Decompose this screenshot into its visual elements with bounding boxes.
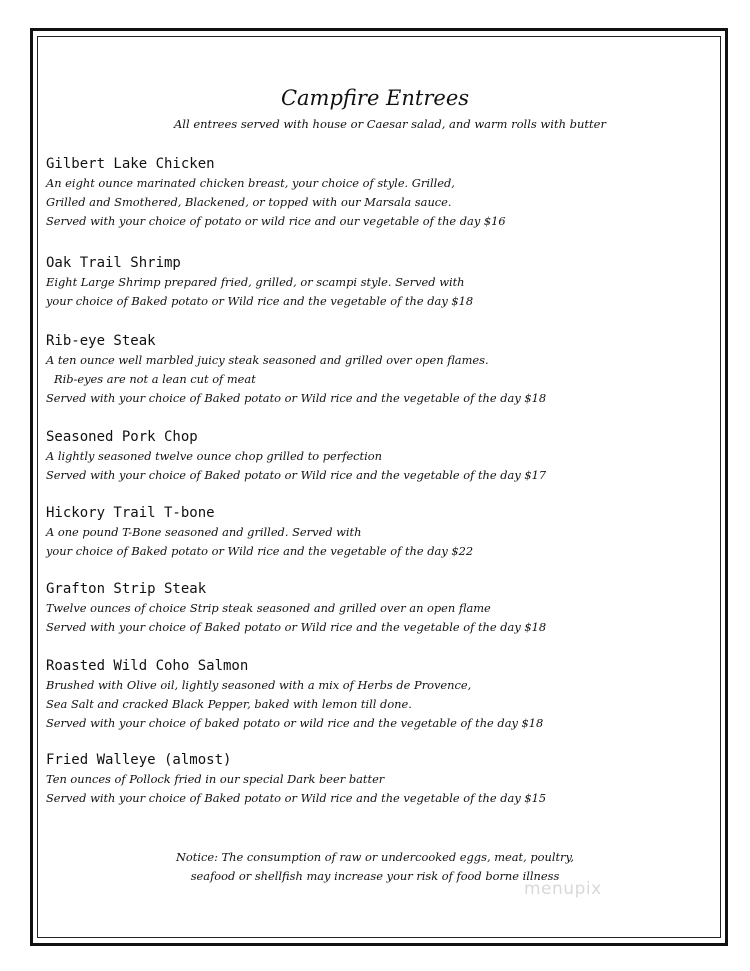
food-safety-notice [0, 848, 750, 886]
menu-item-rib-eye-steak [46, 332, 686, 408]
item-name: Fried Walleye (almost) [46, 752, 232, 768]
item-name: Rib-eye Steak [46, 333, 156, 349]
notice-line: seafood or shellfish may increase your risk of food borne illness [190, 869, 560, 883]
item-name: Hickory Trail T-bone [46, 505, 215, 521]
item-description-line: Sea Salt and cracked Black Pepper, baked with lemon till done. [46, 697, 412, 711]
item-description-line: Brushed with Olive oil, lightly seasoned with a mix of Herbs de Provence, [46, 678, 472, 692]
item-description-line: Eight Large Shrimp prepared fried, grilled, or scampi style. Served with [46, 275, 465, 289]
item-description-line: Grilled and Smothered, Blackened, or topped with our Marsala sauce. [46, 195, 452, 209]
item-description-line: Rib-eyes are not a lean cut of meat [54, 372, 256, 386]
item-description-line: Served with your choice of Baked potato or Wild rice and the vegetable of the day $17 [46, 468, 547, 482]
item-description-line: Ten ounces of Pollock fried in our special Dark beer batter [46, 772, 385, 786]
item-description-line: A one pound T-Bone seasoned and grilled. Served with [46, 525, 362, 539]
item-name: Seasoned Pork Chop [46, 429, 198, 445]
menu-item-roasted-wild-coho-salmon [46, 657, 686, 733]
menu-subtitle: All entrees served with house or Caesar salad, and warm rolls with butter [174, 117, 606, 131]
item-name: Grafton Strip Steak [46, 581, 207, 597]
notice-line: Notice: The consumption of raw or undercooked eggs, meat, poultry, [175, 850, 575, 864]
item-description-line: your choice of Baked potato or Wild rice and the vegetable of the day $18 [46, 294, 474, 308]
menu-item-gilbert-lake-chicken [46, 155, 686, 231]
menu-item-seasoned-pork-chop [46, 428, 686, 485]
item-description-line: Served with your choice of baked potato or wild rice and the vegetable of the day $18 [46, 716, 544, 730]
item-description-line: your choice of Baked potato or Wild rice and the vegetable of the day $22 [46, 544, 474, 558]
menu-item-fried-walleye [46, 751, 686, 808]
item-name: Oak Trail Shrimp [46, 255, 181, 271]
item-description-line: Twelve ounces of choice Strip steak seasoned and grilled over an open flame [46, 601, 491, 615]
item-description-line: Served with your choice of Baked potato or Wild rice and the vegetable of the day $18 [46, 391, 547, 405]
item-description-line: Served with your choice of potato or wild rice and our vegetable of the day $16 [46, 214, 506, 228]
menu-item-oak-trail-shrimp [46, 254, 686, 311]
item-name: Roasted Wild Coho Salmon [46, 658, 249, 674]
menu-item-hickory-trail-t-bone [46, 504, 686, 561]
menu-title: Campfire Entrees [280, 86, 470, 110]
item-name: Gilbert Lake Chicken [46, 156, 215, 172]
item-description-line: A lightly seasoned twelve ounce chop grilled to perfection [46, 449, 382, 463]
item-description-line: Served with your choice of Baked potato or Wild rice and the vegetable of the day $15 [46, 791, 547, 805]
item-description-line: Served with your choice of Baked potato or Wild rice and the vegetable of the day $18 [46, 620, 547, 634]
menu-item-grafton-strip-steak [46, 580, 686, 637]
item-description-line: A ten ounce well marbled juicy steak seasoned and grilled over open flames. [46, 353, 489, 367]
watermark-logo: menupix [524, 879, 602, 899]
item-description-line: An eight ounce marinated chicken breast, your choice of style. Grilled, [46, 176, 455, 190]
